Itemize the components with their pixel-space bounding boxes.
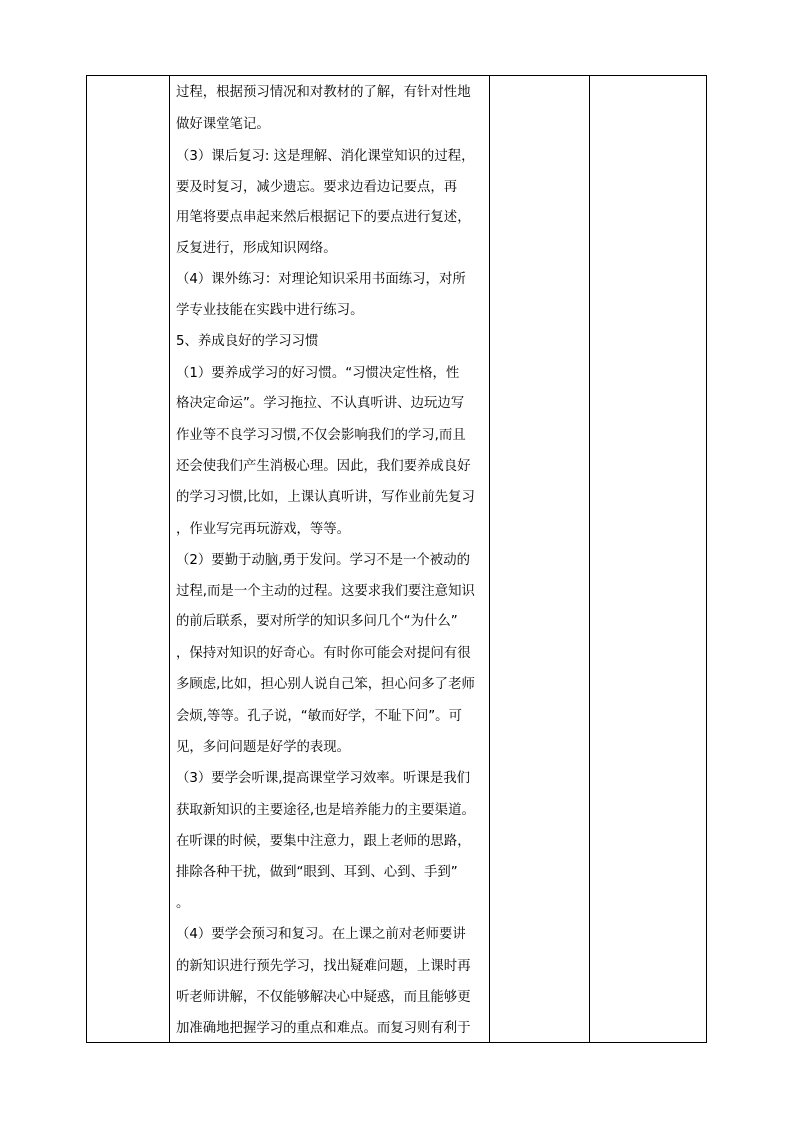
text-line: 会烦,等等。孔子说，“敏而好学，不耻下问”。可 — [176, 709, 462, 724]
text-line: 的前后联系，要对所学的知识多问几个“为什么” — [176, 614, 458, 629]
column-divider-2 — [489, 76, 490, 1042]
text-line: （3）要学会听课,提高课堂学习效率。听课是我们 — [176, 771, 470, 786]
text-line: 作业等不良学习习惯,不仅会影响我们的学习,而且 — [176, 428, 466, 443]
text-line: 见，多问问题是好学的表现。 — [176, 740, 351, 755]
text-line: 5、养成良好的学习习惯 — [176, 334, 319, 349]
text-line: 反复进行，形成知识网络。 — [176, 241, 337, 256]
text-line: 学专业技能在实践中进行练习。 — [176, 303, 364, 318]
lesson-plan-table — [86, 75, 707, 1043]
text-line: ，作业写完再玩游戏，等等。 — [176, 522, 351, 537]
text-line: 的新知识进行预先学习，找出疑难问题，上课时再 — [176, 959, 471, 974]
text-line: （1）要养成学习的好习惯。“习惯决定性格，性 — [176, 366, 460, 381]
text-line: 过程，根据预习情况和对教材的了解，有针对性地 — [176, 85, 471, 100]
text-line: 听老师讲解，不仅能够解决心中疑惑，而且能够更 — [176, 990, 471, 1005]
text-line: 排除各种干扰，做到“眼到、耳到、心到、手到” — [176, 865, 458, 880]
text-line: 加准确地把握学习的重点和难点。而复习则有利于 — [176, 1021, 471, 1036]
text-line: （3）课后复习: 这是理解、消化课堂知识的过程， — [176, 149, 475, 164]
text-line: 的学习习惯,比如，上课认真听讲，写作业前先复习 — [176, 490, 475, 505]
text-line: 用笔将要点串起来然后根据记下的要点进行复述， — [176, 210, 471, 225]
text-line: 要及时复习，减少遗忘。要求边看边记要点，再 — [176, 180, 458, 195]
text-line: 获取新知识的主要途径,也是培养能力的主要渠道。 — [176, 803, 475, 818]
column-divider-3 — [589, 76, 590, 1042]
text-line: （2）要勤于动脑,勇于发问。学习不是一个被动的 — [176, 553, 470, 568]
content-cell — [170, 76, 489, 1042]
text-line: （4）要学会预习和复习。在上课之前对老师要讲 — [176, 927, 466, 942]
text-line: （4）课外练习：对理论知识采用书面练习，对所 — [176, 272, 466, 287]
text-line: 格决定命运”。学习拖拉、不认真听讲、边玩边写 — [176, 396, 465, 411]
text-line: 还会使我们产生消极心理。因此，我们要养成良好 — [176, 459, 471, 474]
text-line: ，保持对知识的好奇心。有时你可能会对提问有很 — [176, 646, 471, 661]
text-line: 在听课的时候，要集中注意力，跟上老师的思路， — [176, 834, 471, 849]
text-line: 。 — [176, 896, 190, 911]
text-line: 做好课堂笔记。 — [176, 117, 270, 132]
text-line: 多顾虑,比如，担心别人说自己笨，担心问多了老师 — [176, 677, 475, 692]
text-line: 过程,而是一个主动的过程。这要求我们要注意知识 — [176, 584, 475, 599]
